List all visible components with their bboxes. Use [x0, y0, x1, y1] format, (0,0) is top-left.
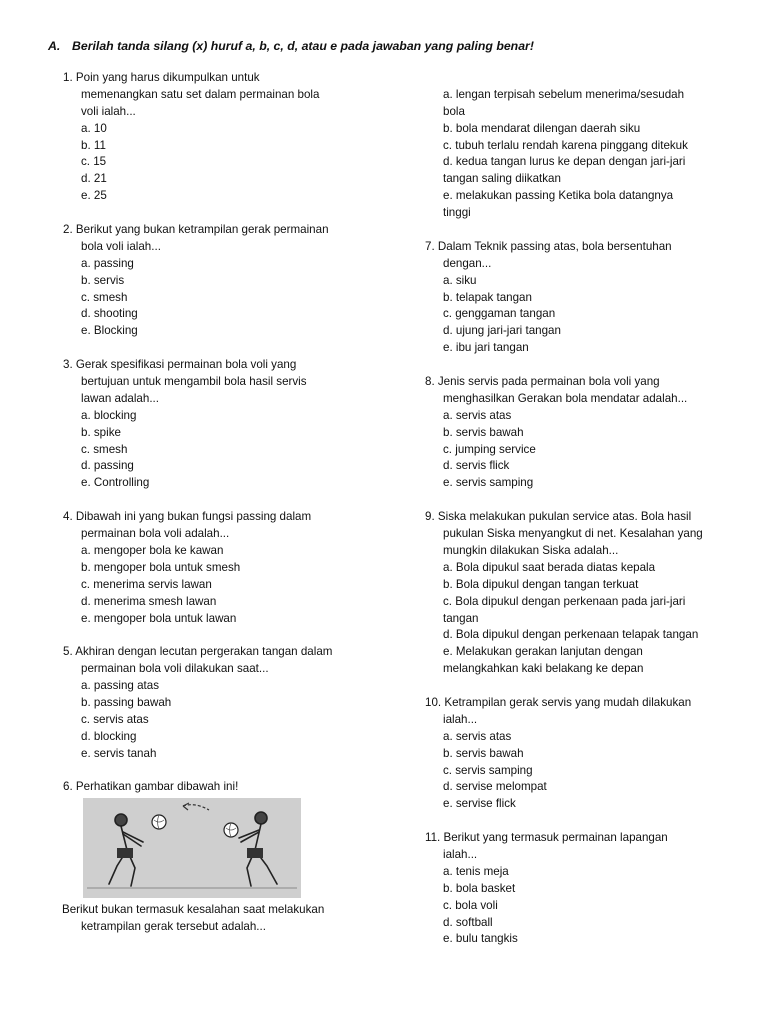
answer-option[interactable]: d. Bola dipukul dengan perkenaan telapak tangan — [443, 628, 699, 642]
answer-option[interactable]: c. tubuh terlalu rendah karena pinggang ditekuk — [443, 138, 688, 152]
answer-option[interactable]: d. blocking — [81, 729, 137, 743]
answer-option[interactable]: d. softball — [443, 915, 493, 929]
answer-option[interactable]: a. mengoper bola ke kawan — [81, 543, 224, 557]
question-stem: mungkin dilakukan Siska adalah... — [443, 543, 619, 557]
answer-option[interactable]: e. 25 — [81, 189, 107, 203]
answer-option[interactable]: a. Bola dipukul saat berada diatas kepala — [443, 560, 656, 574]
answer-option[interactable]: d. menerima smesh lawan — [81, 594, 217, 608]
answer-option-continued: bola — [443, 104, 465, 118]
answer-option[interactable]: b. servis bawah — [443, 425, 524, 439]
answer-option[interactable]: b. mengoper bola untuk smesh — [81, 560, 241, 574]
question-stem: 11. Berikut yang termasuk permainan lapangan — [425, 831, 668, 845]
answer-option[interactable]: b. spike — [81, 425, 121, 439]
answer-option[interactable]: d. shooting — [81, 307, 138, 321]
question-5 — [63, 644, 363, 762]
question-8 — [425, 374, 735, 492]
answer-option[interactable]: b. Bola dipukul dengan tangan terkuat — [443, 577, 639, 591]
right-column — [425, 70, 735, 948]
answer-option[interactable]: d. 21 — [81, 172, 107, 186]
answer-option[interactable]: d. passing — [81, 459, 134, 473]
player-right-shorts — [247, 848, 263, 858]
answer-option[interactable]: a. passing — [81, 256, 134, 270]
question-stem: ialah... — [443, 712, 478, 726]
answer-option[interactable]: b. servis bawah — [443, 746, 524, 760]
left-column — [63, 70, 363, 936]
answer-option[interactable]: a. 10 — [81, 121, 107, 135]
answer-option[interactable]: c. servis samping — [443, 763, 533, 777]
answer-option[interactable]: e. bulu tangkis — [443, 932, 518, 946]
question-stem: 9. Siska melakukan pukulan service atas. Bola hasil — [425, 510, 692, 524]
question-stem: Berikut bukan termasuk kesalahan saat melakukan — [62, 903, 325, 917]
answer-option[interactable]: b. 11 — [81, 138, 106, 152]
answer-option-continued: melangkahkan kaki belakang ke depan — [443, 662, 644, 676]
answer-option[interactable]: b. bola basket — [443, 881, 516, 895]
answer-option-continued: tangan saling diikatkan — [443, 172, 561, 186]
answer-option[interactable]: e. servis samping — [443, 476, 534, 490]
question-stem: 4. Dibawah ini yang bukan fungsi passing dalam — [63, 510, 312, 524]
question-stem: 6. Perhatikan gambar dibawah ini! — [63, 780, 239, 794]
answer-option[interactable]: e. servis tanah — [81, 746, 157, 760]
question-stem: pukulan Siska menyangkut di net. Kesalahan yang — [443, 527, 703, 541]
question-stem: 7. Dalam Teknik passing atas, bola bersentuhan — [425, 239, 672, 253]
question-stem: lawan adalah... — [81, 391, 159, 405]
question-7 — [425, 239, 735, 357]
answer-option[interactable]: e. ibu jari tangan — [443, 341, 529, 355]
answer-option[interactable]: e. Blocking — [81, 324, 138, 338]
answer-option[interactable]: d. ujung jari-jari tangan — [443, 324, 561, 338]
question-stem: 8. Jenis servis pada permainan bola voli yang — [425, 375, 660, 389]
answer-option[interactable]: b. servis — [81, 273, 125, 287]
answer-option[interactable]: d. servis flick — [443, 459, 510, 473]
question-stem: 1. Poin yang harus dikumpulkan untuk — [63, 71, 260, 84]
answer-option[interactable]: e. Melakukan gerakan lanjutan dengan — [443, 645, 643, 659]
question-4 — [63, 509, 363, 627]
answer-option[interactable]: c. smesh — [81, 442, 128, 456]
answer-option-continued: tangan — [443, 611, 479, 625]
answer-option[interactable]: e. mengoper bola untuk lawan — [81, 611, 237, 625]
answer-option[interactable]: d. servise melompat — [443, 780, 547, 794]
question-1 — [63, 70, 363, 205]
answer-option[interactable]: c. genggaman tangan — [443, 307, 556, 321]
question-2 — [63, 222, 363, 340]
answer-option[interactable]: a. tenis meja — [443, 864, 509, 878]
answer-option[interactable]: a. passing atas — [81, 679, 159, 693]
answer-option[interactable]: c. bola voli — [443, 898, 498, 912]
answer-option[interactable]: a. servis atas — [443, 729, 512, 743]
question-stem: permainan bola voli adalah... — [81, 527, 230, 541]
answer-option[interactable]: b. telapak tangan — [443, 290, 532, 304]
question-stem: bola voli ialah... — [81, 239, 161, 253]
answer-option[interactable]: b. passing bawah — [81, 695, 172, 709]
question-3 — [63, 357, 363, 492]
answer-option[interactable]: a. blocking — [81, 408, 137, 422]
question-stem: menghasilkan Gerakan bola mendatar adalah... — [443, 391, 688, 405]
answer-option[interactable]: c. jumping service — [443, 442, 536, 456]
volleyball-passing-illustration — [83, 798, 301, 898]
section-instruction: Berilah tanda silang (x) huruf a, b, c, d, atau e pada jawaban yang paling benar! — [72, 39, 534, 53]
question-stem: 10. Ketrampilan gerak servis yang mudah dilakukan — [425, 695, 692, 709]
answer-option[interactable]: c. menerima servis lawan — [81, 577, 212, 591]
question-11 — [425, 830, 735, 948]
answer-option[interactable]: a. lengan terpisah sebelum menerima/sesudah — [443, 87, 685, 101]
answer-option[interactable]: a. servis atas — [443, 408, 512, 422]
question-stem: bertujuan untuk mengambil bola hasil servis — [81, 375, 307, 389]
question-6-options — [425, 87, 735, 222]
answer-option[interactable]: c. Bola dipukul dengan perkenaan pada jari-jari — [443, 594, 686, 608]
question-stem: memenangkan satu set dalam permainan bola — [81, 87, 320, 101]
answer-option-continued: tinggi — [443, 206, 471, 220]
player-left-shorts — [117, 848, 133, 858]
question-stem: 2. Berikut yang bukan ketrampilan gerak permainan — [63, 223, 329, 237]
answer-option[interactable]: c. 15 — [81, 155, 107, 169]
question-stem: ketrampilan gerak tersebut adalah... — [81, 920, 266, 934]
answer-option[interactable]: c. servis atas — [81, 712, 149, 726]
player-right-head — [255, 812, 267, 824]
question-stem: 3. Gerak spesifikasi permainan bola voli yang — [63, 358, 297, 372]
question-10 — [425, 695, 735, 813]
question-stem: 5. Akhiran dengan lecutan pergerakan tangan dalam — [63, 645, 333, 659]
question-stem: dengan... — [443, 256, 492, 270]
question-stem: permainan bola voli dilakukan saat... — [81, 662, 269, 676]
question-stem: voli ialah... — [81, 104, 136, 118]
question-9 — [425, 509, 735, 678]
answer-option[interactable]: e. Controlling — [81, 476, 150, 490]
player-left-head — [115, 814, 127, 826]
question-6 — [63, 779, 363, 936]
answer-option[interactable]: e. melakukan passing Ketika bola datangnya — [443, 189, 674, 203]
answer-option[interactable]: a. siku — [443, 273, 477, 287]
section-label: A. — [48, 39, 61, 53]
answer-option[interactable]: c. smesh — [81, 290, 128, 304]
answer-option[interactable]: e. servise flick — [443, 797, 516, 811]
answer-option[interactable]: b. bola mendarat dilengan daerah siku — [443, 121, 641, 135]
question-stem: ialah... — [443, 847, 478, 861]
answer-option[interactable]: d. kedua tangan lurus ke depan dengan jari-jari — [443, 155, 686, 169]
section-heading — [48, 39, 534, 53]
